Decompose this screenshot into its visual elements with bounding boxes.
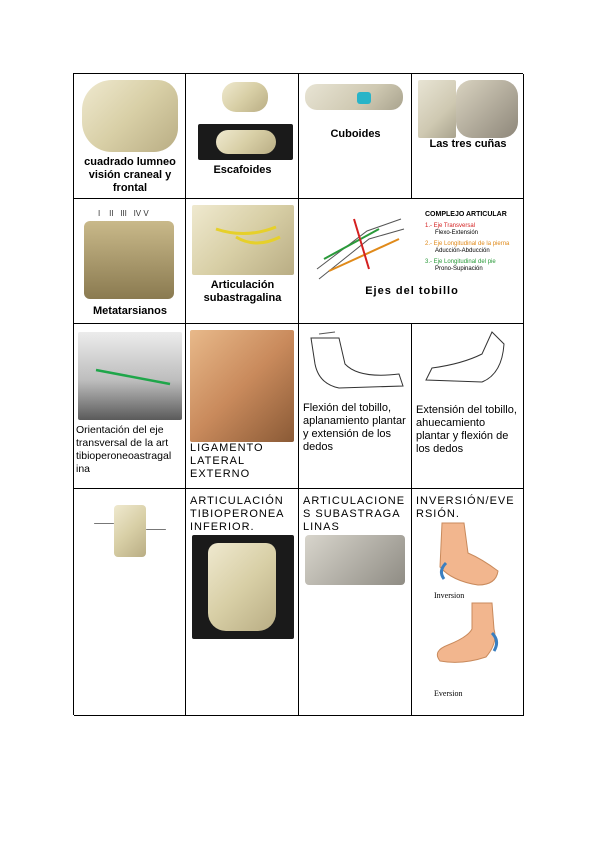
ligamento-image <box>190 330 294 442</box>
ankle-axes-diagram <box>309 209 409 289</box>
cell-tibioperonea <box>186 489 299 716</box>
cell-ejes-tobillo <box>299 199 524 324</box>
cuboides-highlight <box>357 92 371 104</box>
transverse-axis-line <box>74 324 186 424</box>
cuboides-image <box>305 84 403 110</box>
cell-ligamento <box>186 324 299 489</box>
tibia-fibula-diagram-line-left <box>94 523 114 524</box>
cell-cuadrado-lumneo <box>74 74 186 199</box>
escafoides-image-top <box>222 82 268 112</box>
caption-subastragalinas: ARTICULACIONES SUBASTRAGALINAS <box>303 495 406 533</box>
tibia-fibula-diagram <box>114 505 146 557</box>
cell-inversion-eversion <box>412 489 524 716</box>
metatarsal-numerals: I II III IV V <box>98 209 149 218</box>
axis3-title: 3.- Eje Longitudinal del pie <box>425 259 496 265</box>
caption-inversion-eversion: INVERSIÓN/EVERSIÓN. <box>416 495 515 520</box>
inversion-foot-image <box>412 519 524 599</box>
axis2-title: 2.- Eje Longitudinal de la pierna <box>425 241 510 247</box>
cell-escafoides <box>186 74 299 199</box>
cell-flexion <box>299 324 412 489</box>
caption-escafoides: Escafoides <box>213 164 272 176</box>
cell-diagram-small <box>74 489 186 716</box>
cell-cuboides <box>299 74 412 199</box>
caption-ejes-tobillo: Ejes del tobillo <box>365 285 459 297</box>
eversion-foot-image <box>412 599 524 679</box>
subastragalina-yellow-outline <box>186 199 299 279</box>
caption-metatarsianos: Metatarsianos <box>93 305 167 317</box>
cell-eje-transversal <box>74 324 186 489</box>
cell-subastragalinas <box>299 489 412 716</box>
eversion-label: Eversion <box>434 689 463 698</box>
caption-subastragalina: Articulación subastragalina <box>203 279 282 304</box>
cell-subastragalina <box>186 199 299 324</box>
axes-heading: COMPLEJO ARTICULAR <box>425 211 507 218</box>
flexion-foot-sketch <box>299 324 412 399</box>
caption-extension: Extensión del tobillo, ahuecamiento plantar y flexión de los dedos <box>416 404 517 455</box>
extension-foot-sketch <box>412 324 524 399</box>
escafoides-foot <box>216 130 276 154</box>
subastragalinas-image <box>305 535 405 585</box>
caption-flexion: Flexión del tobillo, aplanamiento plantar y extensión de los dedos <box>303 402 406 453</box>
tres-cunas-image-left <box>418 80 456 138</box>
tres-cunas-image-right <box>456 80 518 138</box>
axis2-sub: Aducción-Abducción <box>435 248 490 254</box>
cuadrado-lumneo-image <box>82 80 178 152</box>
axis3-sub: Prono-Supinación <box>435 266 483 272</box>
caption-tibioperonea: ARTICULACIÓN TIBIOPERONEA INFERIOR. <box>190 495 284 533</box>
caption-tres-cunas: Las tres cuñas <box>429 138 507 150</box>
inversion-label: Inversion <box>434 591 465 600</box>
cell-extension <box>412 324 524 489</box>
tibioperonea-bone <box>208 543 276 631</box>
cell-tres-cunas <box>412 74 524 199</box>
anatomy-table <box>73 73 523 715</box>
caption-eje-transversal: Orientación del eje transversal de la art tibioperoneoastragal ina <box>76 424 172 475</box>
metatarsianos-image <box>84 221 174 299</box>
cell-metatarsianos <box>74 199 186 324</box>
tibia-fibula-diagram-line-right <box>146 529 166 530</box>
caption-ligamento: LIGAMENTO LATERAL EXTERNO <box>190 442 264 480</box>
axis1-sub: Flexo-Extensión <box>435 230 479 236</box>
axis1-title: 1.- Eje Transversal <box>425 223 476 229</box>
caption-cuadrado-lumneo: cuadrado lumneo visión craneal y frontal <box>84 156 176 194</box>
caption-cuboides: Cuboides <box>330 128 381 140</box>
